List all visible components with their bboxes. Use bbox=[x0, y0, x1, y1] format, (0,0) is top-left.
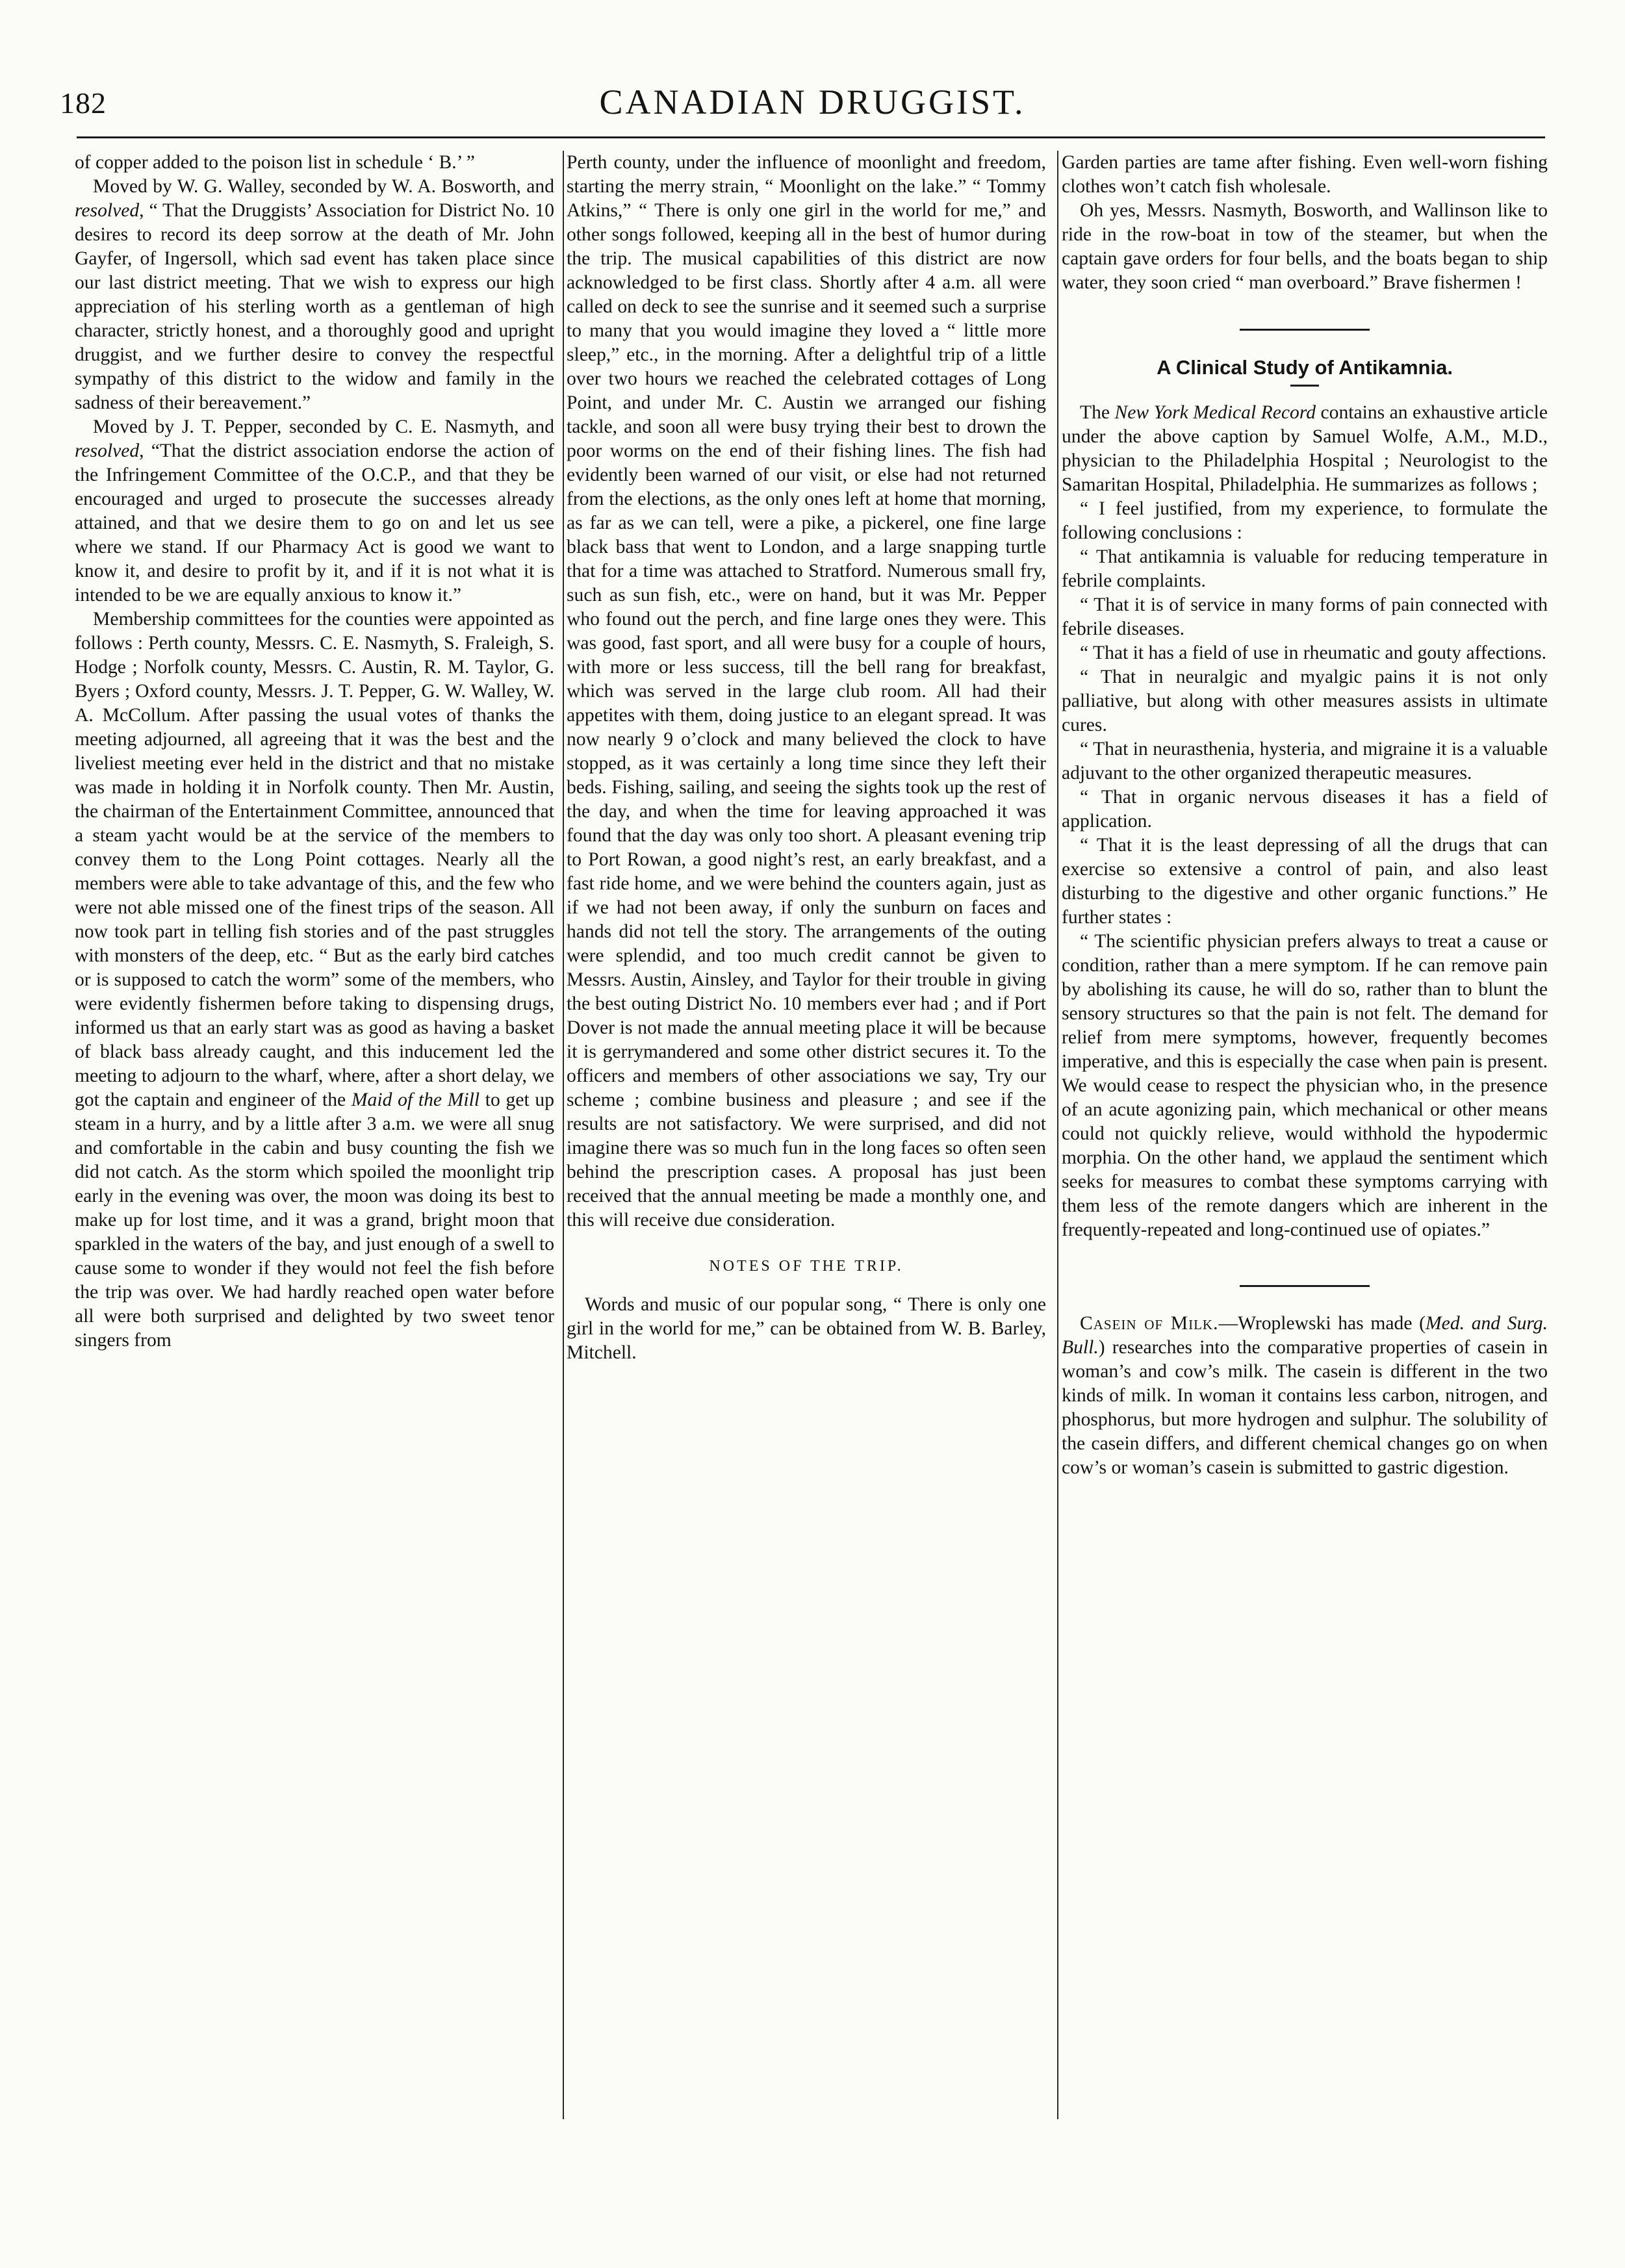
text: , “That the district association endorse the action of the Infringement Committee of the O.C.P., and that they be encouraged and urged to prosecute the successes already attained, and that we desire them to go on and let us see where we stand. If our Pharmacy Act is good we want to know it, and desire to profit by it, and if it is not what it is intended to be we are equally anxious to know it.” bbox=[75, 440, 554, 605]
text: contains an exhaustive article under the above caption by Samuel Wolfe, A.M., M.D., physician to the Philadelphia Hospital ; Neurologist to the Samaritan Hospital, Philadelphia. He summarizes as follows ; bbox=[1062, 402, 1548, 495]
paragraph: Oh yes, Messrs. Nasmyth, Bosworth, and Wallinson like to ride in the row-boat in tow of the steamer, but when the captain gave orders for four bells, and the boats began to ship water, they soon cried “ man overboard.” Brave fishermen ! bbox=[1062, 200, 1548, 293]
paragraph: “ That antikamnia is valuable for reducing temperature in febrile complaints. bbox=[1062, 546, 1548, 591]
italic-text: Maid of the Mill bbox=[351, 1089, 480, 1110]
paragraph: Perth county, under the influence of moonlight and freedom, starting the merry strain, “ Moonlight on the lake.” “ Tommy Atkins,” “ There is only one girl in the world for me,” and other songs followed, keeping all in the best of humor during the trip. The musical capabilities of this district are now acknowledged to be first class. Shortly after 4 a.m. all were called on deck to see the sunrise and it seemed such a surprise to many that you would imagine they loved a “ little more sleep,” etc., in the morning. After a delightful trip of a little over two hours we reached the celebrated cottages of Long Point, and under Mr. C. Austin we arranged our fishing tackle, and soon all were busy trying their best to drown the poor worms on the end of their fishing lines. The fish had evidently been warned of our visit, or else had not returned from the elections, as the only ones left at home that morning, as far as we can tell, were a pike, a pickerel, one fine large black bass that went to London, and a large snapping turtle that for a time was attached to Stratford. Numerous small fry, such as sun fish, etc., were on hand, but it was Mr. Pepper who found out the perch, and fine large ones they were. This was good, fast sport, and all were busy for a couple of hours, with more or less success, till the bell rang for breakfast, which was served in the large club room. All had their appetites with them, doing justice to an elegant spread. It was now nearly 9 o’clock and many believed the clock to have stopped, as it was certainly a long time since they left their beds. Fishing, sailing, and seeing the sights took up the rest of the day, and when the time for leaving approached it was found that the day was only too short. A pleasant evening trip to Port Rowan, a good night’s rest, an early breakfast, and a fast ride home, and we were behind the counters again, just as if we had not been away, if only the sunburn on faces and hands did not tell the story. The arrangements of the outing were splendid, and too much credit cannot be given to Messrs. Austin, Ainsley, and Taylor for their trouble in giving the best outing District No. 10 members ever had ; and if Port Dover is not made the annual meeting place it will be because it is gerrymandered and some other district secures it. To the officers and members of other associations we say, Try our scheme ; combine business and pleasure ; and see if the results are not satisfactory. We were surprised, and did not imagine there was so much fun in the long faces so often seen behind the prescription cases. A proposal has just been received that the annual meeting be made a monthly one, and this will receive due consideration. bbox=[567, 152, 1046, 1230]
spacer bbox=[1062, 295, 1548, 329]
lead-in-heading: Casein of Milk. bbox=[1080, 1313, 1219, 1334]
text: , “ That the Druggists’ Association for District No. 10 desires to record its deep sorrow at the death of Mr. John Gayfer, of Ingersoll, which sad event has taken place since our last district meeting. That we wish to express our high appreciation of his sterling worth as a gentleman of high character, strictly honest, and a thoroughly good and upright druggist, and we further desire to convey the respectful sympathy of this district to the widow and family in the sadness of their bereavement.” bbox=[75, 200, 554, 413]
spacer bbox=[1062, 1242, 1548, 1285]
paragraph: “ I feel justified, from my experience, to formulate the following conclusions : bbox=[1062, 498, 1548, 543]
column-rule bbox=[563, 151, 564, 2119]
paragraph bbox=[75, 607, 554, 1353]
column-rule bbox=[1057, 151, 1058, 2119]
paragraph: of copper added to the poison list in schedule ‘ B.’ ” bbox=[75, 152, 475, 173]
italic-text: resolved bbox=[75, 440, 140, 461]
running-head-title: CANADIAN DRUGGIST. bbox=[599, 83, 1026, 121]
paragraph bbox=[75, 415, 554, 607]
article-title: A Clinical Study of Antikamnia. bbox=[1157, 356, 1453, 379]
text: ) researches into the comparative properties of casein in woman’s and cow’s milk. The casein is different in the two kinds of milk. In woman it contains less carbon, nitrogen, and phosphorus, but more hydrogen and sulphur. The solubility of the casein differs, and different chemical changes go on when cow’s or woman’s casein is submitted to gastric digestion. bbox=[1062, 1337, 1548, 1478]
italic-text: Med. and Surg. Bull. bbox=[1062, 1313, 1548, 1358]
paragraph bbox=[75, 175, 554, 415]
text: Moved by W. G. Walley, seconded by W. A. Bosworth, and bbox=[93, 176, 554, 197]
spacer bbox=[1062, 331, 1548, 355]
paragraph bbox=[1062, 1312, 1548, 1480]
text: to get up steam in a hurry, and by a little after 3 a.m. we were all snug and comfortable in the cabin and busy counting the fish we did not catch. As the storm which spoiled the moonlight trip early in the evening was over, the moon was doing its best to make up for lost time, and it was a grand, bright moon that sparkled in the waters of the bay, and just enough of a swell to cause some to wonder if they would not feel the fish before the trip was over. We had hardly reached open water before all were both surprised and delighted by two sweet tenor singers from bbox=[75, 1089, 554, 1351]
paragraph: Words and music of our popular song, “ There is only one girl in the world for me,” can be obtained from W. B. Barley, Mitchell. bbox=[567, 1294, 1046, 1363]
page-number: 182 bbox=[60, 86, 107, 120]
section-heading: NOTES OF THE TRIP. bbox=[709, 1258, 904, 1275]
italic-text: resolved bbox=[75, 200, 140, 221]
title-dash bbox=[1290, 385, 1319, 387]
paragraph: “ That in organic nervous diseases it has a field of application. bbox=[1062, 787, 1548, 832]
column-1 bbox=[75, 151, 554, 1353]
column-3 bbox=[1062, 151, 1548, 1480]
italic-text: New York Medical Record bbox=[1114, 402, 1316, 423]
text: Moved by J. T. Pepper, seconded by C. E. Nasmyth, and bbox=[93, 416, 554, 437]
column-2 bbox=[567, 151, 1046, 1365]
header-rule bbox=[77, 136, 1545, 138]
text: —Wroplewski has made ( bbox=[1218, 1313, 1426, 1334]
paragraph: “ That it is the least depressing of all the drugs that can exercise so extensive a control of pain, and also least disturbing to the digestive and other organic functions.” He further states : bbox=[1062, 835, 1548, 928]
paragraph: Garden parties are tame after fishing. Even well-worn fishing clothes won’t catch fish wholesale. bbox=[1062, 152, 1548, 197]
paragraph: “ The scientific physician prefers always to treat a cause or condition, rather than a mere symptom. If he can remove pain by abolishing its cause, he will do so, rather than to blunt the sensory structures so that the pain is not felt. The demand for relief from mere symptoms, however, frequently becomes imperative, and this is especially the case when pain is present. We would cease to respect the physician who, in the presence of an acute agonizing pain, which mechanical or other means could not quickly relieve, would withhold the hypodermic morphia. On the other hand, we applaud the sentiment which seeks for measures to combat these symptoms carrying with them less of the remote dangers which are inherent in the frequently-repeated and long-continued use of opiates.” bbox=[1062, 931, 1548, 1240]
text: The bbox=[1080, 402, 1115, 423]
spacer bbox=[1062, 1287, 1548, 1312]
paragraph: “ That in neuralgic and myalgic pains it is not only palliative, but along with other measures assists in ultimate cures. bbox=[1062, 667, 1548, 735]
paragraph: “ That it is of service in many forms of pain connected with febrile diseases. bbox=[1062, 594, 1548, 639]
paragraph bbox=[1062, 401, 1548, 497]
paragraph: “ That it has a field of use in rheumatic and gouty affections. bbox=[1080, 643, 1546, 663]
text: Membership committees for the counties were appointed as follows : Perth county, Messrs. C. E. Nasmyth, S. Fraleigh, S. Hodge ; Norfolk county, Messrs. C. Austin, R. M. Taylor, G. Byers ; Oxford county, Messrs. J. T. Pepper, G. W. Walley, W. A. McCollum. After passing the usual votes of thanks the meeting adjourned, all agreeing that it was the best and the liveliest meeting ever held in the district and that no mistake was made in holding it in Norfolk county. Then Mr. Austin, the chairman of the Entertainment Committee, announced that a steam yacht would be at the service of the members to convey them to the Long Point cottages. Nearly all the members were able to take advantage of this, and the few who were not able missed one of the finest trips of the season. All now took part in telling fish stories and of the past struggles with monsters of the deep, etc. “ But as the early bird catches or is supposed to catch the worm” some of the members, who were evidently fishermen before taking to dispensing drugs, informed us that an early start was as good as having a basket of black bass already caught, and this inducement led the meeting to adjourn to the wharf, where, after a short delay, we got the captain and engineer of the bbox=[75, 609, 554, 1110]
paragraph: “ That in neurasthenia, hysteria, and migraine it is a valuable adjuvant to the other organized therapeutic measures. bbox=[1062, 739, 1548, 784]
